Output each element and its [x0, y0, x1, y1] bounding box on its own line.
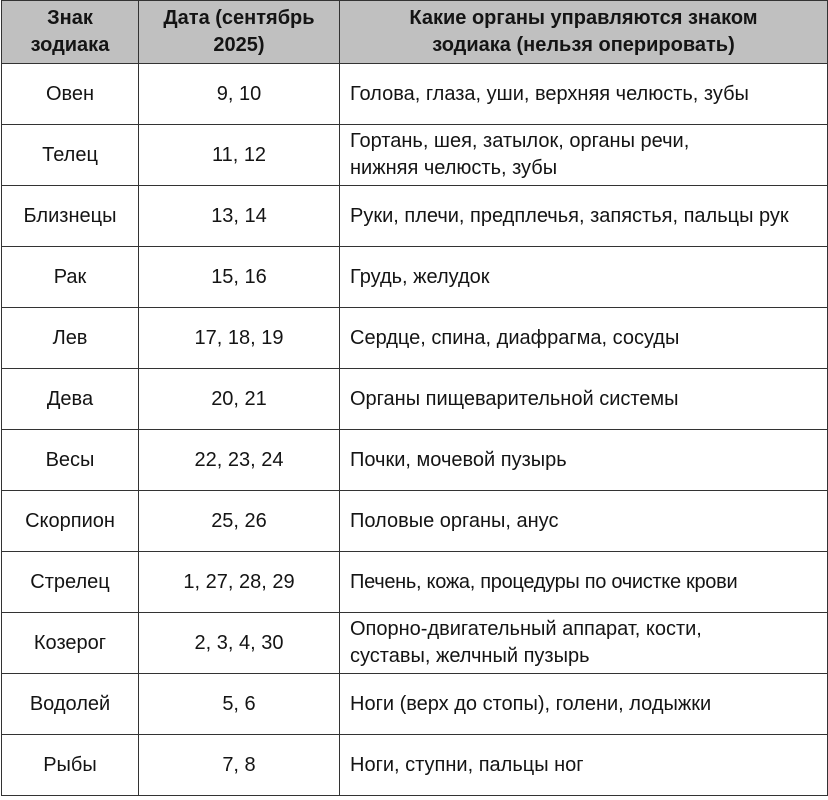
cell-organs: Гортань, шея, затылок, органы речи, нижняя челюсть, зубы: [340, 125, 828, 186]
header-date: Дата (сентябрь 2025): [139, 1, 340, 64]
cell-date: 20, 21: [139, 369, 340, 430]
table-row: [2, 491, 828, 552]
cell-date: 9, 10: [139, 64, 340, 125]
table-row: [2, 369, 828, 430]
cell-organs: Половые органы, анус: [340, 491, 828, 552]
header-row: [2, 1, 828, 64]
cell-sign: Водолей: [2, 674, 139, 735]
table-row: [2, 735, 828, 796]
header-organs: Какие органы управляются знаком зодиака (нельзя оперировать): [340, 1, 828, 64]
table-row: [2, 613, 828, 674]
cell-sign: Рыбы: [2, 735, 139, 796]
cell-date: 5, 6: [139, 674, 340, 735]
cell-date: 1, 27, 28, 29: [139, 552, 340, 613]
cell-sign: Близнецы: [2, 186, 139, 247]
cell-sign: Овен: [2, 64, 139, 125]
cell-organs: Органы пищеварительной системы: [340, 369, 828, 430]
table-row: [2, 125, 828, 186]
table-row: [2, 247, 828, 308]
cell-organs: Ноги, ступни, пальцы ног: [340, 735, 828, 796]
cell-date: 17, 18, 19: [139, 308, 340, 369]
cell-sign: Дева: [2, 369, 139, 430]
table-row: [2, 186, 828, 247]
cell-organs: Почки, мочевой пузырь: [340, 430, 828, 491]
table-row: [2, 308, 828, 369]
cell-date: 15, 16: [139, 247, 340, 308]
cell-organs: Сердце, спина, диафрагма, сосуды: [340, 308, 828, 369]
cell-date: 25, 26: [139, 491, 340, 552]
table-row: [2, 64, 828, 125]
cell-sign: Козерог: [2, 613, 139, 674]
cell-date: 2, 3, 4, 30: [139, 613, 340, 674]
table-row: [2, 430, 828, 491]
cell-organs: Ноги (верх до стопы), голени, лодыжки: [340, 674, 828, 735]
cell-sign: Лев: [2, 308, 139, 369]
cell-date: 7, 8: [139, 735, 340, 796]
table-row: [2, 674, 828, 735]
table-header: [2, 1, 828, 64]
cell-date: 11, 12: [139, 125, 340, 186]
zodiac-organs-table: [1, 0, 828, 796]
cell-date: 22, 23, 24: [139, 430, 340, 491]
table-row: [2, 552, 828, 613]
cell-sign: Весы: [2, 430, 139, 491]
cell-date: 13, 14: [139, 186, 340, 247]
cell-sign: Телец: [2, 125, 139, 186]
cell-organs: Руки, плечи, предплечья, запястья, пальцы рук: [340, 186, 828, 247]
table-body: [2, 64, 828, 796]
cell-organs: Грудь, желудок: [340, 247, 828, 308]
cell-organs: Голова, глаза, уши, верхняя челюсть, зубы: [340, 64, 828, 125]
cell-organs: Печень, кожа, процедуры по очистке крови: [340, 552, 828, 613]
header-sign: Знак зодиака: [2, 1, 139, 64]
cell-sign: Скорпион: [2, 491, 139, 552]
cell-sign: Рак: [2, 247, 139, 308]
cell-sign: Стрелец: [2, 552, 139, 613]
cell-organs: Опорно-двигательный аппарат, кости, суставы, желчный пузырь: [340, 613, 828, 674]
